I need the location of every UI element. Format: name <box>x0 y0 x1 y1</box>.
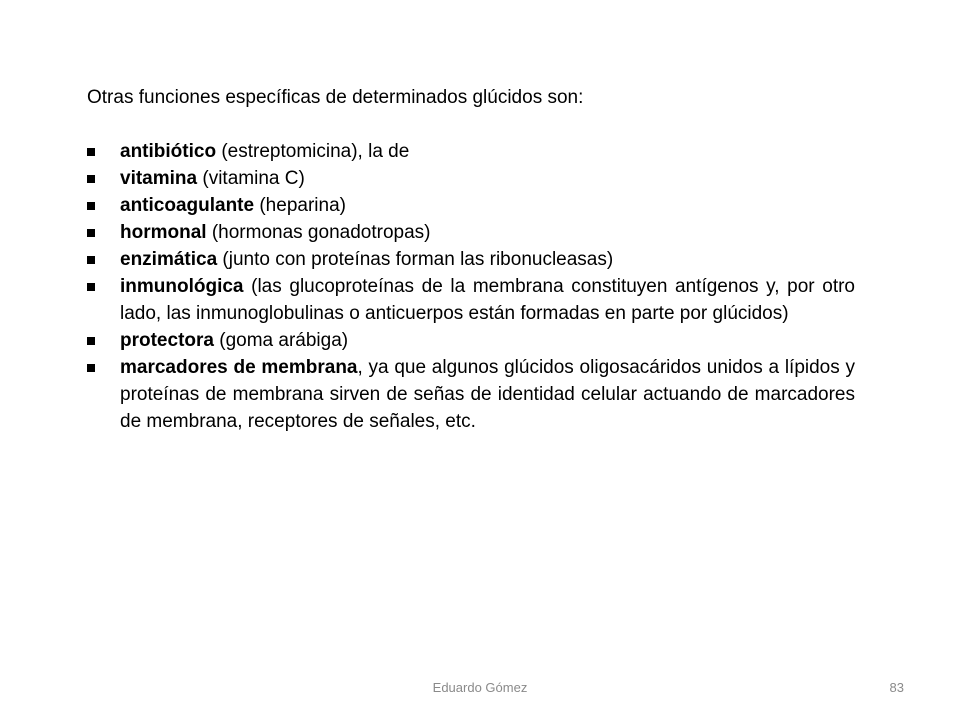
item-term: antibiótico <box>120 141 217 162</box>
item-description: (goma arábiga) <box>213 330 349 351</box>
list-item-anticoagulante <box>87 192 855 219</box>
square-bullet-icon <box>87 256 95 264</box>
list-item-protectora <box>87 327 855 354</box>
square-bullet-icon <box>87 283 95 291</box>
intro-text: Otras funciones específicas de determinados glúcidos son: <box>87 87 584 108</box>
item-description: (las glucoproteínas de la membrana constituyen antígenos y, por otro lado, las inmunoglobulinas o anticuerpos están formadas en parte por glúcidos) <box>120 276 855 324</box>
item-description: (estreptomicina), la de <box>216 141 410 162</box>
item-term: anticoagulante <box>120 195 255 216</box>
list-item-antibiotico <box>87 138 855 165</box>
square-bullet-icon <box>87 229 95 237</box>
square-bullet-icon <box>87 337 95 345</box>
item-term: inmunológica <box>120 276 244 297</box>
function-list <box>87 138 855 435</box>
item-term: enzimática <box>120 249 218 270</box>
item-term: protectora <box>120 330 214 351</box>
item-description: (heparina) <box>254 195 346 216</box>
page-number: 83 <box>889 680 904 695</box>
square-bullet-icon <box>87 364 95 372</box>
square-bullet-icon <box>87 175 95 183</box>
item-description: (hormonas gonadotropas) <box>206 222 431 243</box>
item-description: (junto con proteínas forman las ribonucleasas) <box>217 249 614 270</box>
list-item-enzimatica <box>87 246 855 273</box>
item-description: , ya que algunos glúcidos oligosacáridos unidos a lípidos y proteínas de membrana sirven de señas de identidad celular actuando de marcadores de membrana, receptores de señales, etc. <box>120 357 855 432</box>
list-item-marcadores <box>87 354 855 435</box>
list-item-vitamina <box>87 165 855 192</box>
square-bullet-icon <box>87 148 95 156</box>
footer-author: Eduardo Gómez <box>432 680 528 695</box>
item-description: (vitamina C) <box>197 168 305 189</box>
item-term: marcadores de membrana <box>120 357 358 378</box>
item-term: vitamina <box>120 168 198 189</box>
item-term: hormonal <box>120 222 207 243</box>
list-item-inmunologica <box>87 273 855 327</box>
list-item-hormonal <box>87 219 855 246</box>
square-bullet-icon <box>87 202 95 210</box>
